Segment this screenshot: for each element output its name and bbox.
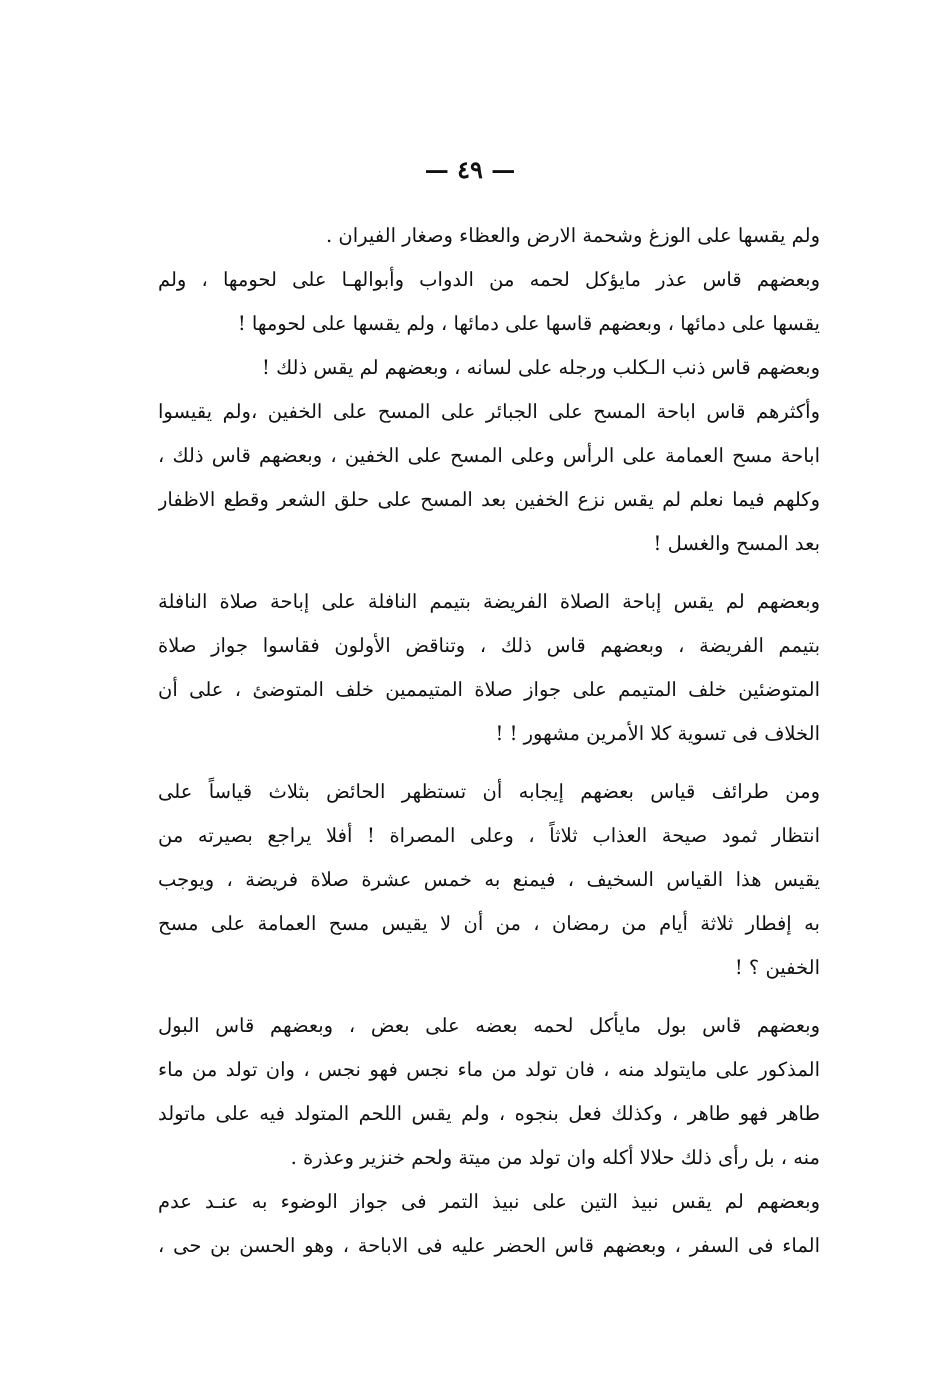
text-line: منه ، بل رأى ذلك حلالا أكله وان تولد من ميتة ولحم خنزير وعذرة . <box>290 1146 820 1169</box>
text-line: يقيس هذا القياس السخيف ، فيمنع به خمس عشرة صلاة فريضة ، ويوجب <box>158 868 820 891</box>
text-line: وبعضهم لم يقس إباحة الصلاة الفريضة بتيمم النافلة على إباحة صلاة النافلة <box>158 590 820 613</box>
text-line: وبعضهم قاس عذر مايؤكل لحمه من الدواب وأبوالهـا على لحومها ، ولم <box>158 268 820 291</box>
text-line: وبعضهم لم يقس نبيذ التين على نبيذ التمر فى جواز الوضوء به عنـد عدم <box>158 1190 820 1213</box>
text-line: بعد المسح والغسل ! <box>653 532 820 555</box>
paragraph-gap <box>158 756 820 770</box>
text-line: يقسها على دمائها ، وبعضهم قاسها على دمائها ، ولم يقسها على لحومها ! <box>237 312 820 335</box>
paragraph-gap <box>158 990 820 1004</box>
text-line: وكلهم فيما نعلم لم يقس نزع الخفين بعد المسح على حلق الشعر وقطع الاظفار <box>158 488 820 511</box>
text-line: به إفطار ثلاثة أيام من رمضان ، من أن لا يقيس مسح العمامة على مسح <box>158 912 820 935</box>
text-line: وبعضهم قاس ذنب الـكلب ورجله على لسانه ، وبعضهم لم يقس ذلك ! <box>262 356 820 379</box>
text-line: ولم يقسها على الوزغ وشحمة الارض والعظاء وصغار الفيران . <box>325 224 820 247</box>
text-line: اباحة مسح العمامة على الرأس وعلى المسح على الخفين ، وبعضهم قاس ذلك ، <box>158 444 820 467</box>
page-number: — ٤٩ — <box>424 155 516 184</box>
text-line: انتظار ثمود صيحة العذاب ثلاثاً ، وعلى المصراة ! أفلا يراجع بصيرته من <box>158 824 820 847</box>
text-line: المتوضئين خلف المتيمم على جواز صلاة المتيممين خلف المتوضئ ، على أن <box>158 678 820 701</box>
body-text <box>158 214 820 1268</box>
text-line: بتيمم الفريضة ، وبعضهم قاس ذلك ، وتناقض الأولون فقاسوا جواز صلاة <box>158 634 820 657</box>
text-line: الماء فى السفر ، وبعضهم قاس الحضر عليه فى الاباحة ، وهو الحسن بن حى ، <box>158 1234 820 1257</box>
text-line: طاهر فهو طاهر ، وكذلك فعل بنجوه ، ولم يقس اللحم المتولد فيه على ماتولد <box>158 1102 820 1125</box>
text-line: الخفين ؟ ! <box>734 956 820 979</box>
text-line: ومن طرائف قياس بعضهم إيجابه أن تستظهر الحائض بثلاث قياساً على <box>158 780 820 803</box>
text-line: الخلاف فى تسوية كلا الأمرين مشهور ! ! <box>495 722 820 745</box>
text-line: وأكثرهم قاس اباحة المسح على الجبائر على المسح على الخفين ،ولم يقيسوا <box>158 400 820 423</box>
text-line: المذكور على مايتولد منه ، فان تولد من ماء نجس فهو نجس ، وان تولد من ماء <box>158 1058 820 1081</box>
paragraph-gap <box>158 566 820 580</box>
text-line: وبعضهم قاس بول مايأكل لحمه بعضه على بعض ، وبعضهم قاس البول <box>158 1014 820 1037</box>
